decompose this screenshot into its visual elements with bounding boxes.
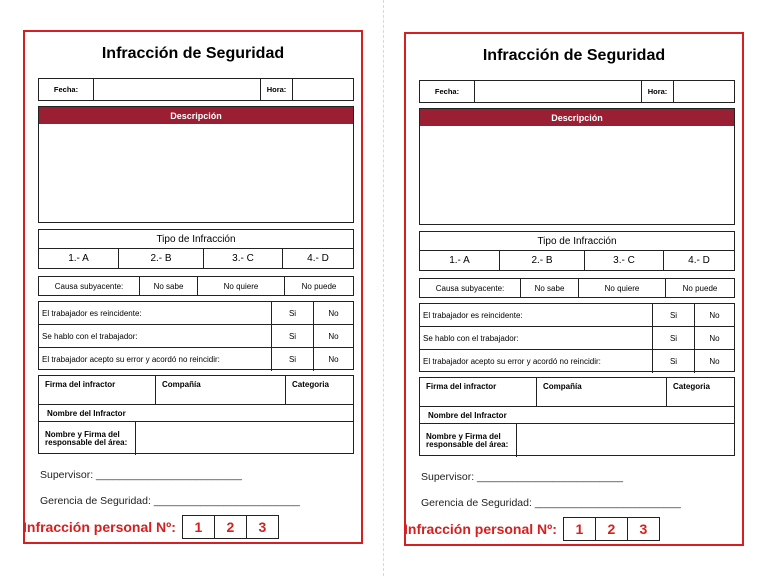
- causa-option[interactable]: No sabe: [520, 279, 578, 297]
- infraccion-number-boxes: [182, 515, 279, 539]
- descripcion-header: Descripción: [420, 109, 734, 126]
- infraccion-label: Infracción personal Nº:: [23, 519, 176, 535]
- tipo-title: Tipo de Infracción: [39, 230, 353, 249]
- descripcion-area[interactable]: [420, 126, 734, 224]
- tipo-option[interactable]: 3.- C: [203, 248, 282, 268]
- tipo-option[interactable]: 1.- A: [449, 254, 470, 266]
- causa-label: Causa subyacente:: [435, 283, 505, 293]
- compania-label: Compañía: [155, 376, 285, 404]
- safety-infraction-form: [23, 30, 363, 544]
- question-text: El trabajador es reincidente:: [423, 310, 523, 320]
- infraccion-number[interactable]: 3: [246, 516, 278, 538]
- firma-infractor-label: Firma del infractor: [45, 380, 116, 389]
- answer-no[interactable]: No: [694, 304, 734, 326]
- infraccion-personal: [23, 515, 279, 539]
- description-box: [419, 108, 735, 225]
- causa-row: [38, 276, 354, 296]
- firma-row: [39, 376, 353, 405]
- gerencia-line: Gerencia de Seguridad: _________________________: [40, 495, 300, 507]
- questions-table: [38, 301, 354, 370]
- fecha-field[interactable]: [474, 81, 641, 102]
- signatures-table: [419, 377, 735, 456]
- answer-si[interactable]: Si: [271, 325, 313, 347]
- responsable-row: [420, 424, 734, 457]
- answer-no[interactable]: No: [313, 302, 353, 324]
- tipo-infraccion-box: [419, 231, 735, 271]
- compania-label: Compañía: [536, 378, 666, 406]
- description-box: [38, 106, 354, 223]
- page-separator-line: [383, 0, 384, 576]
- hora-field[interactable]: [292, 79, 353, 100]
- infraccion-personal: [404, 517, 660, 541]
- date-time-row: [38, 78, 354, 101]
- gerencia-line: Gerencia de Seguridad: _________________________: [421, 497, 681, 509]
- question-text: Se hablo con el trabajador:: [423, 333, 519, 343]
- questions-table: [419, 303, 735, 372]
- question-text: El trabajador acepto su error y acordó no reincidir:: [423, 357, 601, 366]
- supervisor-line: Supervisor: _________________________: [40, 469, 243, 481]
- tipo-option[interactable]: 4.- D: [663, 250, 734, 270]
- categoria-label: Categoria: [666, 378, 734, 406]
- question-row: [39, 348, 353, 371]
- tipo-title: Tipo de Infracción: [420, 232, 734, 251]
- supervisor-line: Supervisor: _________________________: [421, 471, 624, 483]
- tipo-option[interactable]: 2.- B: [118, 248, 203, 268]
- infraccion-number[interactable]: 1: [194, 519, 203, 535]
- safety-infraction-form: [404, 32, 744, 546]
- nombre-infractor-row: [39, 405, 353, 422]
- causa-option[interactable]: No quiere: [197, 277, 284, 295]
- answer-no[interactable]: No: [313, 348, 353, 371]
- fecha-label: Fecha:: [53, 85, 79, 94]
- answer-no[interactable]: No: [694, 327, 734, 349]
- responsable-field[interactable]: [135, 422, 353, 455]
- causa-option[interactable]: No puede: [284, 277, 353, 295]
- form-title: Infracción de Seguridad: [101, 45, 285, 62]
- infraccion-label: Infracción personal Nº:: [404, 521, 557, 537]
- responsable-label: Nombre y Firma del responsable del área:: [426, 431, 509, 449]
- firma-infractor-label: Firma del infractor: [426, 382, 497, 391]
- causa-option[interactable]: No quiere: [578, 279, 665, 297]
- infraccion-number[interactable]: 1: [575, 521, 584, 537]
- tipo-option[interactable]: 1.- A: [68, 252, 89, 264]
- responsable-field[interactable]: [516, 424, 734, 457]
- question-row: [39, 302, 353, 325]
- answer-no[interactable]: No: [694, 350, 734, 373]
- answer-si[interactable]: Si: [652, 327, 694, 349]
- tipo-option[interactable]: 3.- C: [584, 250, 663, 270]
- answer-si[interactable]: Si: [652, 350, 694, 373]
- form-title: Infracción de Seguridad: [482, 47, 666, 64]
- infraccion-number[interactable]: 2: [214, 516, 246, 538]
- tipo-option[interactable]: 2.- B: [499, 250, 584, 270]
- categoria-label: Categoria: [285, 376, 353, 404]
- nombre-infractor-label: Nombre del Infractor: [47, 408, 126, 418]
- question-row: [39, 325, 353, 348]
- responsable-row: [39, 422, 353, 455]
- responsable-label: Nombre y Firma del responsable del área:: [45, 429, 128, 447]
- infraccion-number-boxes: [563, 517, 660, 541]
- causa-option[interactable]: No puede: [665, 279, 734, 297]
- question-row: [420, 350, 734, 373]
- question-text: Se hablo con el trabajador:: [42, 331, 138, 341]
- nombre-infractor-label: Nombre del Infractor: [428, 410, 507, 420]
- descripcion-header: Descripción: [39, 107, 353, 124]
- date-time-row: [419, 80, 735, 103]
- infraccion-number[interactable]: 3: [627, 518, 659, 540]
- answer-si[interactable]: Si: [271, 348, 313, 371]
- tipo-option[interactable]: 4.- D: [282, 248, 353, 268]
- hora-label: Hora:: [260, 79, 292, 100]
- answer-si[interactable]: Si: [652, 304, 694, 326]
- question-text: El trabajador es reincidente:: [42, 308, 142, 318]
- fecha-label: Fecha:: [434, 87, 460, 96]
- causa-label: Causa subyacente:: [54, 281, 124, 291]
- fecha-field[interactable]: [93, 79, 260, 100]
- hora-label: Hora:: [641, 81, 673, 102]
- question-text: El trabajador acepto su error y acordó no reincidir:: [42, 355, 220, 364]
- descripcion-area[interactable]: [39, 124, 353, 222]
- answer-no[interactable]: No: [313, 325, 353, 347]
- causa-option[interactable]: No sabe: [139, 277, 197, 295]
- causa-row: [419, 278, 735, 298]
- infraccion-number[interactable]: 2: [595, 518, 627, 540]
- answer-si[interactable]: Si: [271, 302, 313, 324]
- tipo-infraccion-box: [38, 229, 354, 269]
- nombre-infractor-row: [420, 407, 734, 424]
- question-row: [420, 327, 734, 350]
- question-row: [420, 304, 734, 327]
- firma-row: [420, 378, 734, 407]
- signatures-table: [38, 375, 354, 454]
- hora-field[interactable]: [673, 81, 734, 102]
